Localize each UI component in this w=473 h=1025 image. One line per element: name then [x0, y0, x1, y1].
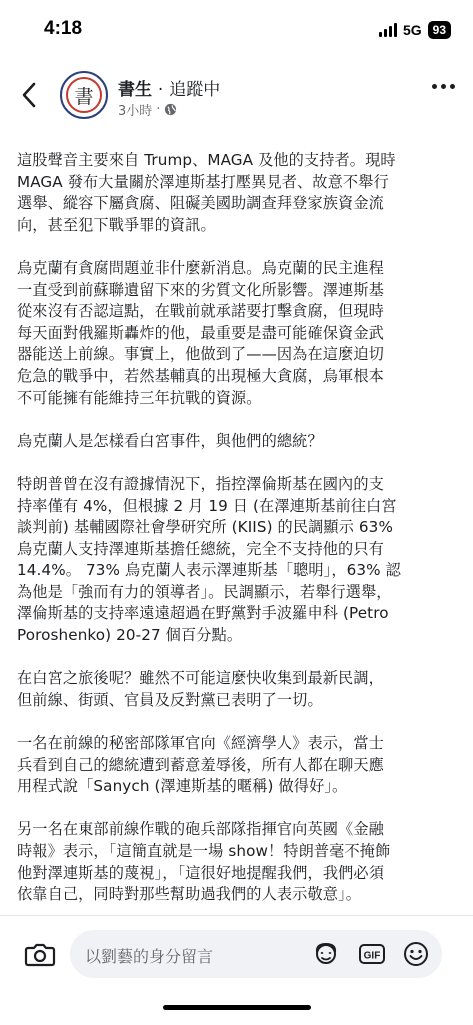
camera-button[interactable] — [24, 938, 56, 970]
avatar-sticker-button[interactable] — [312, 940, 340, 968]
gif-button[interactable] — [358, 940, 386, 968]
chevron-left-icon — [21, 82, 37, 108]
status-indicators — [379, 20, 451, 40]
post-paragraph: 另一名在東部前線作戰的砲兵部隊指揮官向英國《金融 時報》表示，「這簡直就是一場 show！特朗普毫不掩飾 他對澤連斯基的蔑視」，「這很好地提醒我們，我們必須 依靠自己，同時對那些幫助過我們的人表示敬意」。 — [17, 820, 391, 904]
emoji-button[interactable] — [402, 940, 430, 968]
camera-icon — [24, 938, 56, 970]
author-name[interactable]: 書生 — [118, 80, 152, 100]
gif-icon — [358, 940, 386, 968]
comment-placeholder: 以劉藝的身分留言 — [85, 947, 214, 966]
post-paragraph: 一名在前線的秘密部隊軍官向《經濟學人》表示，當士 兵看到自己的總統遭到蓄意羞辱後，所有人都在聊天應 用程式說「Sanych (澤連斯基的暱稱) 做得好」。 — [17, 734, 384, 796]
post-time[interactable]: 3小時 — [118, 104, 153, 119]
avatar-logo: 書 — [66, 77, 102, 113]
home-indicator[interactable] — [163, 1005, 311, 1010]
gif-label: GIF — [363, 950, 381, 962]
more-horizontal-icon — [432, 84, 455, 89]
post-paragraph: 烏克蘭人是怎樣看白宮事件，與他們的總統？ — [17, 431, 323, 450]
post-paragraph: 在白宮之旅後呢？雖然不可能這麼快收集到最新民調， 但前線、街頭、官員及反對黨已表明了一切。 — [17, 669, 384, 709]
author-line — [118, 75, 220, 100]
comment-input[interactable] — [70, 930, 442, 978]
avatar[interactable] — [60, 71, 108, 119]
battery-level: 93 — [428, 21, 451, 39]
author-separator: · — [157, 80, 164, 100]
status-bar — [0, 0, 473, 60]
globe-icon — [164, 103, 177, 116]
network-type: 5G — [402, 22, 422, 38]
post-paragraph: 特朗普曾在沒有證據情況下，指控澤倫斯基在國內的支 持率僅有 4%，但根據 2 月 19 日 (在澤連斯基前往白宮 談判前) 基輔國際社會學研究所 (KIIS) 的民調顯示 63% 烏克蘭人支持澤連斯基擔任總統，完全不支持他的只有 14.4%。 73% 烏克蘭人表示澤連斯基「聰明」，63% 認 為他是「強而有力的領導者」。民調顯示，若舉行選舉， 澤倫斯基的支持率遠遠超過在野黨對手波羅申科 (Petro Poroshenko) 20-27 個百分點。 — [17, 474, 401, 645]
follow-status[interactable]: 追蹤中 — [169, 80, 221, 100]
post-paragraph: 烏克蘭有貪腐問題並非什麼新消息。烏克蘭的民主進程 一直受到前蘇聯遺留下來的劣質文化所影響。澤連斯基 從來沒有否認這點，在戰前就承諾要打擊貪腐，但現時 每天面對俄羅斯轟炸的他，最重要是盡可能確保資金武 器能送上前線。事實上，他做到了——因為在這麼迫切 危急的戰爭中，若然基輔真的出現極大貪腐，烏軍根本 不可能擁有能維持三年抗戰的資源。 — [17, 258, 384, 407]
signal-icon — [379, 23, 397, 37]
back-button[interactable] — [14, 80, 44, 110]
meta-separator: · — [156, 102, 161, 117]
more-button[interactable] — [432, 84, 455, 89]
post-header — [0, 60, 473, 130]
status-time: 4:18 — [44, 18, 83, 39]
post-body — [17, 150, 457, 927]
avatar-sticker-icon — [312, 940, 340, 968]
post-paragraph: 這股聲音主要來自 Trump、MAGA 及他的支持者。現時 MAGA 發布大量關於澤連斯基打壓異見者、故意不舉行 選舉、縱容下屬貪腐、阻礙美國助調查拜登家族資金流 向，甚至犯下戰爭罪的資訊。 — [17, 151, 396, 234]
post-meta — [118, 100, 177, 119]
emoji-smile-icon — [402, 940, 430, 968]
